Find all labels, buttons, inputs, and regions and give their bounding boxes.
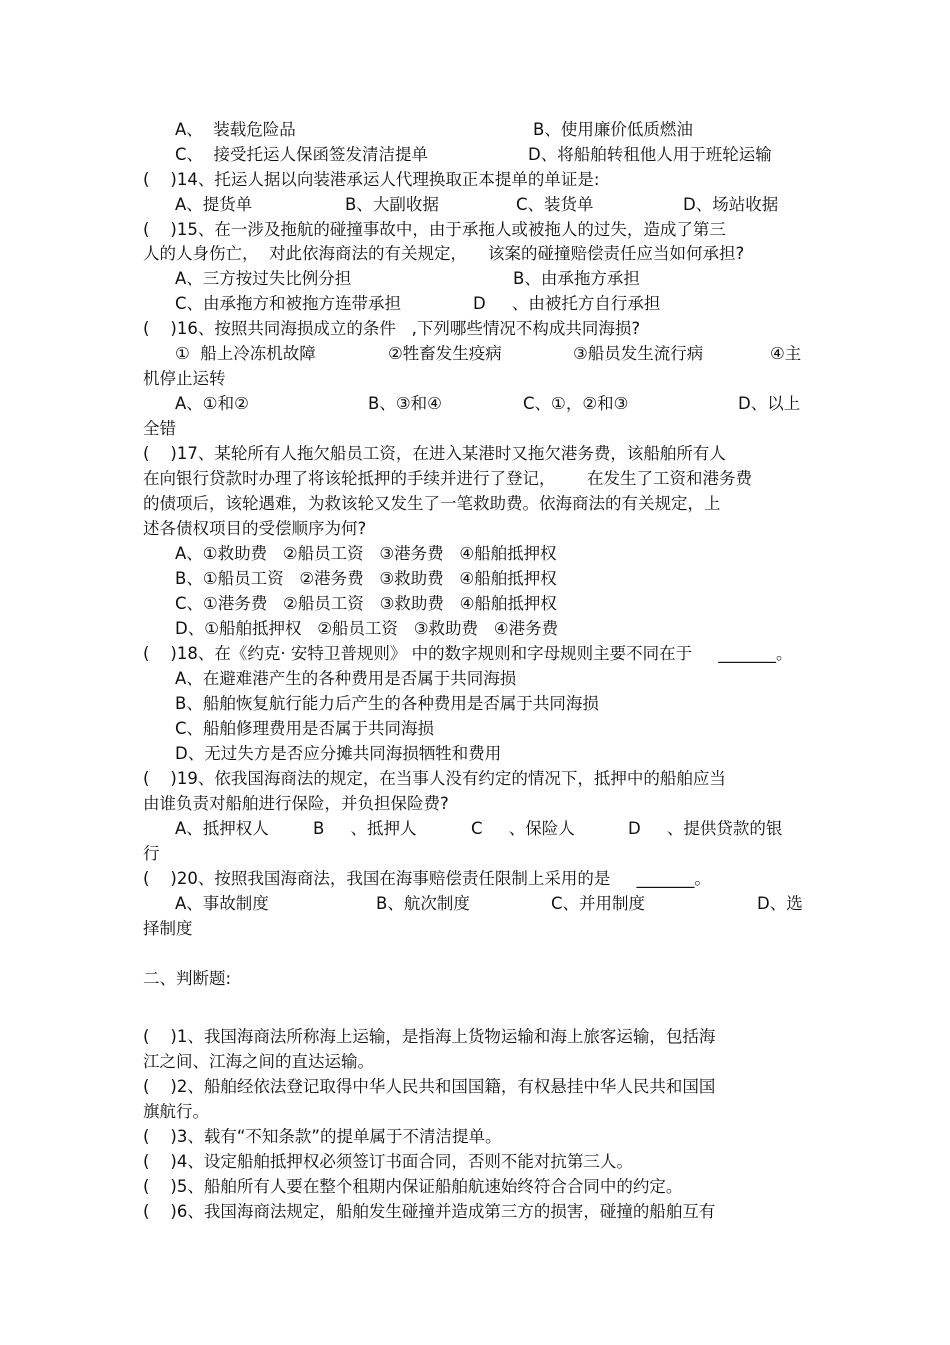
q17-stem-4: 述各债权项目的受偿顺序为何? <box>143 519 367 538</box>
q18-opt-a: A、在避难港产生的各种费用是否属于共同海损 <box>175 669 517 688</box>
q18-opt-d: D、无过失方是否应分摊共同海损牺牲和费用 <box>175 744 502 763</box>
q17-opt-b: B、①船员工资 ②港务费 ③救助费 ④船舶抵押权 <box>175 569 557 588</box>
q16-item-2: ②牲畜发生疫病 <box>388 344 502 363</box>
q19-opt-d-cont: 行 <box>143 844 160 863</box>
q15-opt-b: B、由承拖方承担 <box>513 269 640 288</box>
q16-item-4-cont: 机停止运转 <box>143 369 226 388</box>
q14-opt-d: D、场站收据 <box>683 195 779 214</box>
q16-stem: ( )16、按照共同海损成立的条件 ,下列哪些情况不构成共同海损? <box>143 319 641 338</box>
q16-opt-a: A、①和② <box>175 394 249 413</box>
q16-opt-d: D、以上 <box>738 394 801 413</box>
q18-opt-b: B、船舶恢复航行能力后产生的各种费用是否属于共同海损 <box>175 694 599 713</box>
q19-opt-d: D 、提供贷款的银 <box>628 819 783 838</box>
q13-opt-a: A、 装载危险品 <box>175 120 296 139</box>
q13-opt-d: D、将船舶转租他人用于班轮运输 <box>528 145 772 164</box>
q16-item-4: ④主 <box>770 344 802 363</box>
q18-stem: ( )18、在《约克· 安特卫普规则》 中的数字规则和字母规则主要不同在于 _______。 <box>143 644 793 663</box>
q17-stem-1: ( )17、某轮所有人拖欠船员工资，在进入某港时又拖欠港务费，该船舶所有人 <box>143 444 726 463</box>
q14-opt-b: B、大副收据 <box>345 195 439 214</box>
tf4: ( )4、设定船舶抵押权必须签订书面合同，否则不能对抗第三人。 <box>143 1152 633 1171</box>
q19-stem-1: ( )19、依我国海商法的规定，在当事人没有约定的情况下，抵押中的船舶应当 <box>143 769 726 788</box>
q20-opt-a: A、事故制度 <box>175 894 269 913</box>
q19-opt-a: A、抵押权人 <box>175 819 269 838</box>
q18-opt-c: C、船舶修理费用是否属于共同海损 <box>175 719 435 738</box>
section-2-heading: 二、判断题: <box>143 969 232 988</box>
q17-opt-c: C、①港务费 ②船员工资 ③救助费 ④船舶抵押权 <box>175 594 557 613</box>
q16-opt-c: C、①，②和③ <box>523 394 629 413</box>
q20-opt-d: D、选 <box>757 894 803 913</box>
q16-item-3: ③船员发生流行病 <box>573 344 704 363</box>
q16-opt-b: B、③和④ <box>368 394 442 413</box>
tf1-line-2: 江之间、江海之间的直达运输。 <box>143 1052 374 1071</box>
tf6: ( )6、我国海商法规定，船舶发生碰撞并造成第三方的损害，碰撞的船舶互有 <box>143 1202 716 1221</box>
tf5: ( )5、船舶所有人要在整个租期内保证船舶航速始终符合合同中的约定。 <box>143 1177 683 1196</box>
q15-stem-2: 人的人身伤亡， 对此依海商法的有关规定， 该案的碰撞赔偿责任应当如何承担? <box>143 244 745 263</box>
q14-opt-c: C、装货单 <box>516 195 594 214</box>
q14-opt-a: A、提货单 <box>175 195 253 214</box>
q15-opt-c: C、由承拖方和被拖方连带承担 <box>175 294 402 313</box>
q17-stem-2: 在向银行贷款时办理了将该轮抵押的手续并进行了登记， 在发生了工资和港务费 <box>143 469 752 488</box>
q15-stem-1: ( )15、在一涉及拖航的碰撞事故中，由于承拖人或被拖人的过失，造成了第三 <box>143 220 726 239</box>
q14-stem: ( )14、托运人据以向装港承运人代理换取正本提单的单证是: <box>143 170 600 189</box>
q20-opt-d-cont: 择制度 <box>143 919 193 938</box>
q16-opt-d-cont: 全错 <box>143 419 176 438</box>
q19-stem-2: 由谁负责对船舶进行保险，并负担保险费? <box>143 794 449 813</box>
tf2-line-2: 旗航行。 <box>143 1102 209 1121</box>
q17-stem-3: 的债项后，该轮遇难，为救该轮又发生了一笔救助费。依海商法的有关规定，上 <box>143 494 721 513</box>
q20-opt-c: C、并用制度 <box>551 894 646 913</box>
q20-stem: ( )20、按照我国海商法，我国在海事赔偿责任限制上采用的是 _______。 <box>143 869 711 888</box>
q20-opt-b: B、航次制度 <box>376 894 470 913</box>
q16-item-1: ① 船上冷冻机故障 <box>175 344 316 363</box>
q19-opt-c: C 、保险人 <box>471 819 575 838</box>
q17-opt-a: A、①救助费 ②船员工资 ③港务费 ④船舶抵押权 <box>175 544 557 563</box>
q15-opt-a: A、三方按过失比例分担 <box>175 269 352 288</box>
tf1-line-1: ( )1、我国海商法所称海上运输，是指海上货物运输和海上旅客运输，包括海 <box>143 1027 716 1046</box>
q13-opt-c: C、 接受托运人保函签发清洁提单 <box>175 145 429 164</box>
q15-opt-d: D 、由被托方自行承担 <box>473 294 661 313</box>
q13-opt-b: B、使用廉价低质燃油 <box>533 120 693 139</box>
q19-opt-b: B 、抵押人 <box>313 819 417 838</box>
tf2-line-1: ( )2、船舶经依法登记取得中华人民共和国国籍，有权悬挂中华人民共和国国 <box>143 1077 716 1096</box>
tf3: ( )3、载有“不知条款”的提单属于不清洁提单。 <box>143 1127 502 1146</box>
q17-opt-d: D、①船舶抵押权 ②船员工资 ③救助费 ④港务费 <box>175 619 559 638</box>
